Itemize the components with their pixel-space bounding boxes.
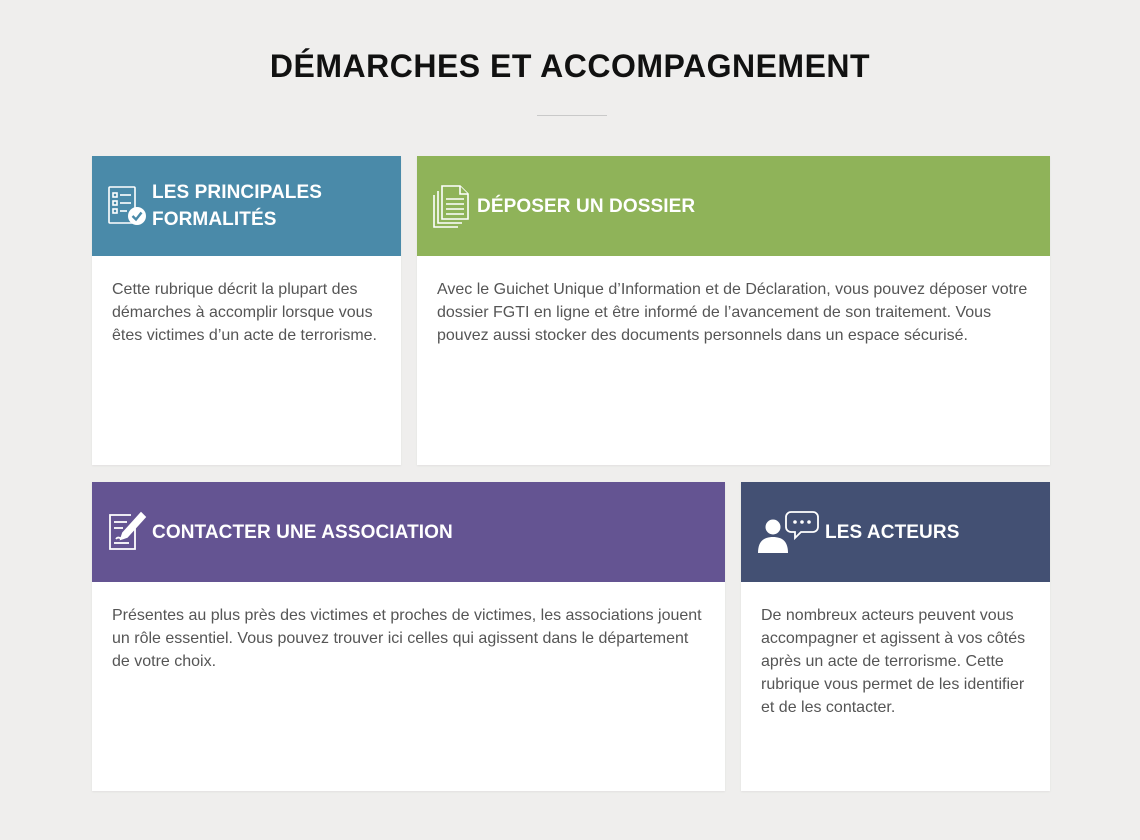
card-title: LES PRINCIPALES FORMALITÉS xyxy=(152,182,323,230)
card-header xyxy=(92,156,401,256)
page-title: DÉMARCHES ET ACCOMPAGNEMENT xyxy=(269,48,871,84)
card-header xyxy=(741,482,1050,582)
card-header xyxy=(417,156,1050,256)
card-title: DÉPOSER UN DOSSIER xyxy=(477,195,696,217)
card-description: Avec le Guichet Unique d’Information et de Déclaration, vous pouvez déposer votre dossier FGTI en ligne et être informé de l’avancement de son traitement. Vous pouvez aussi stocker des documents personnels dans un espace sécurisé. xyxy=(437,281,1028,344)
card-contacter-association[interactable] xyxy=(92,482,725,791)
checklist-icon xyxy=(106,183,148,229)
card-deposer-dossier[interactable] xyxy=(417,156,1050,465)
card-description: De nombreux acteurs peuvent vous accompagner et agissent à vos côtés après un acte de terrorisme. Cette rubrique vous permet de les identifier et de les contacter. xyxy=(761,607,1026,716)
card-description: Présentes au plus près des victimes et proches de victimes, les associations jouent un rôle essentiel. Vous pouvez trouver ici celles qui agissent dans le département de votre choix. xyxy=(112,607,702,670)
form-pen-icon xyxy=(106,509,148,555)
card-principales-formalites[interactable] xyxy=(92,156,401,465)
card-title: CONTACTER UNE ASSOCIATION xyxy=(152,521,453,543)
documents-icon xyxy=(431,183,473,229)
card-description: Cette rubrique décrit la plupart des démarches à accomplir lorsque vous êtes victimes d’un acte de terrorisme. xyxy=(112,281,377,344)
person-speech-icon xyxy=(755,509,821,555)
card-les-acteurs[interactable] xyxy=(741,482,1050,791)
card-header xyxy=(92,482,725,582)
title-divider xyxy=(537,115,607,116)
card-title: LES ACTEURS xyxy=(825,521,960,543)
